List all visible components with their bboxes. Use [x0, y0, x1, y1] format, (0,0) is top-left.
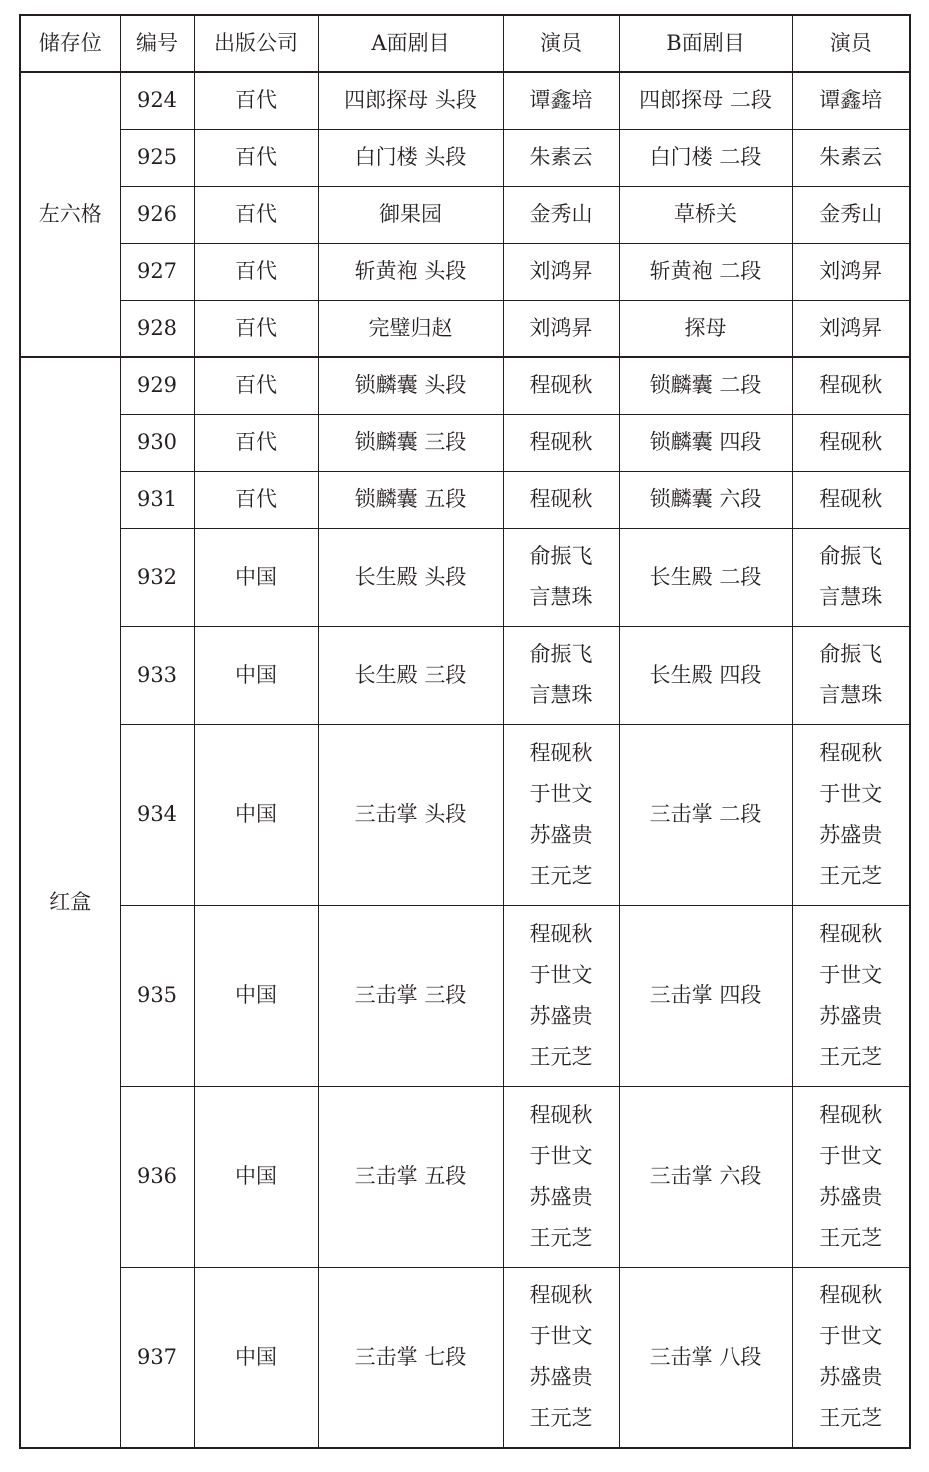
company-cell: 百代	[194, 129, 318, 186]
b-side-actors-cell	[792, 626, 910, 724]
actor-name: 俞振飞	[529, 544, 593, 568]
actor-name: 程砚秋	[529, 373, 593, 398]
header-row	[20, 15, 910, 72]
actor-name: 于世文	[529, 1324, 593, 1349]
actor-name: 王元芝	[819, 1406, 883, 1431]
record-number-cell: 929	[120, 357, 194, 414]
b-side-actors-cell	[792, 414, 910, 471]
actor-name: 谭鑫培	[529, 88, 593, 113]
company-cell: 百代	[194, 357, 318, 414]
b-side-actors-cell	[792, 300, 910, 357]
actor-name: 刘鸿昇	[529, 315, 593, 340]
a-side-title-cell: 三击掌 五段	[318, 1086, 503, 1267]
a-side-actors-cell	[503, 471, 619, 528]
b-side-title-cell: 三击掌 六段	[619, 1086, 792, 1267]
actor-name: 金秀山	[819, 202, 883, 226]
actor-name: 刘鸿昇	[819, 259, 883, 283]
a-side-title-cell: 长生殿 头段	[318, 528, 503, 626]
b-side-actors-cell	[792, 129, 910, 186]
a-side-title-cell: 长生殿 三段	[318, 626, 503, 724]
b-side-actors-cell	[792, 72, 910, 129]
company-cell: 百代	[194, 243, 318, 300]
b-side-title-cell: 探母	[619, 300, 792, 357]
actor-name: 苏盛贵	[819, 1184, 883, 1209]
actor-name: 王元芝	[529, 1406, 593, 1431]
actor-name: 言慧珠	[819, 683, 883, 707]
actor-name: 朱素云	[819, 145, 883, 169]
a-side-actors-cell	[503, 414, 619, 471]
actor-name: 苏盛贵	[529, 822, 593, 847]
a-side-title-cell: 锁麟囊 头段	[318, 357, 503, 414]
b-side-title-cell: 三击掌 八段	[619, 1267, 792, 1448]
records-body	[20, 72, 910, 1448]
company-cell: 中国	[194, 1267, 318, 1448]
actor-name: 王元芝	[819, 1044, 883, 1069]
header-b-title: B面剧目	[619, 15, 792, 72]
actor-name: 程砚秋	[529, 740, 593, 765]
a-side-title-cell: 锁麟囊 五段	[318, 471, 503, 528]
actor-name: 俞振飞	[819, 544, 883, 568]
actor-name: 苏盛贵	[819, 1003, 883, 1028]
a-side-actors-cell	[503, 243, 619, 300]
actor-name: 金秀山	[529, 202, 593, 226]
b-side-title-cell: 斩黄袍 二段	[619, 243, 792, 300]
header-a-title: A面剧目	[318, 15, 503, 72]
record-number-cell: 927	[120, 243, 194, 300]
table-row	[20, 129, 910, 186]
a-side-title-cell: 三击掌 七段	[318, 1267, 503, 1448]
actor-name: 王元芝	[819, 863, 883, 888]
actor-name: 于世文	[819, 1324, 883, 1349]
table-row	[20, 471, 910, 528]
actor-name: 程砚秋	[819, 1102, 883, 1127]
actor-name: 于世文	[529, 1143, 593, 1168]
b-side-actors-cell	[792, 357, 910, 414]
company-cell: 中国	[194, 905, 318, 1086]
actor-name: 于世文	[819, 781, 883, 806]
company-cell: 百代	[194, 414, 318, 471]
b-side-title-cell: 锁麟囊 四段	[619, 414, 792, 471]
actor-name: 程砚秋	[529, 430, 593, 454]
b-side-actors-cell	[792, 905, 910, 1086]
a-side-actors-cell	[503, 905, 619, 1086]
table-row	[20, 528, 910, 626]
b-side-actors-cell	[792, 1267, 910, 1448]
actor-name: 俞振飞	[529, 642, 593, 666]
a-side-title-cell: 完璧归赵	[318, 300, 503, 357]
actor-name: 俞振飞	[819, 642, 883, 666]
actor-name: 于世文	[529, 962, 593, 987]
b-side-actors-cell	[792, 528, 910, 626]
a-side-title-cell: 锁麟囊 三段	[318, 414, 503, 471]
actor-name: 程砚秋	[819, 740, 883, 765]
b-side-title-cell: 长生殿 二段	[619, 528, 792, 626]
a-side-actors-cell	[503, 626, 619, 724]
actor-name: 程砚秋	[819, 487, 883, 511]
a-side-actors-cell	[503, 357, 619, 414]
actor-name: 谭鑫培	[819, 88, 883, 113]
b-side-title-cell: 锁麟囊 二段	[619, 357, 792, 414]
b-side-title-cell: 四郎探母 二段	[619, 72, 792, 129]
a-side-title-cell: 三击掌 头段	[318, 724, 503, 905]
records-table	[19, 14, 911, 1449]
actor-name: 于世文	[529, 781, 593, 806]
record-number-cell: 934	[120, 724, 194, 905]
a-side-actors-cell	[503, 1267, 619, 1448]
table-row	[20, 414, 910, 471]
a-side-title-cell: 斩黄袍 头段	[318, 243, 503, 300]
company-cell: 中国	[194, 724, 318, 905]
actor-name: 刘鸿昇	[529, 259, 593, 283]
a-side-actors-cell	[503, 300, 619, 357]
actor-name: 王元芝	[529, 863, 593, 888]
a-side-title-cell: 御果园	[318, 186, 503, 243]
actor-name: 程砚秋	[529, 1102, 593, 1127]
storage-location-cell: 左六格	[20, 72, 120, 357]
a-side-actors-cell	[503, 129, 619, 186]
actor-name: 程砚秋	[529, 921, 593, 946]
record-number-cell: 925	[120, 129, 194, 186]
actor-name: 言慧珠	[529, 585, 593, 609]
table-row	[20, 72, 910, 129]
actor-name: 苏盛贵	[529, 1184, 593, 1209]
a-side-title-cell: 白门楼 头段	[318, 129, 503, 186]
actor-name: 程砚秋	[819, 430, 883, 454]
actor-name: 于世文	[819, 1143, 883, 1168]
header-number: 编号	[120, 15, 194, 72]
actor-name: 程砚秋	[819, 373, 883, 398]
b-side-actors-cell	[792, 1086, 910, 1267]
header-a-actors: 演员	[503, 15, 619, 72]
b-side-title-cell: 长生殿 四段	[619, 626, 792, 724]
actor-name: 王元芝	[529, 1225, 593, 1250]
b-side-title-cell: 草桥关	[619, 186, 792, 243]
table-row	[20, 626, 910, 724]
company-cell: 百代	[194, 72, 318, 129]
b-side-actors-cell	[792, 471, 910, 528]
b-side-title-cell: 锁麟囊 六段	[619, 471, 792, 528]
header-b-actors: 演员	[792, 15, 910, 72]
a-side-actors-cell	[503, 72, 619, 129]
record-number-cell: 937	[120, 1267, 194, 1448]
company-cell: 百代	[194, 300, 318, 357]
table-row	[20, 357, 910, 414]
record-number-cell: 935	[120, 905, 194, 1086]
actor-name: 朱素云	[529, 145, 593, 169]
actor-name: 于世文	[819, 962, 883, 987]
actor-name: 苏盛贵	[819, 822, 883, 847]
b-side-title-cell: 三击掌 四段	[619, 905, 792, 1086]
b-side-actors-cell	[792, 186, 910, 243]
record-number-cell: 936	[120, 1086, 194, 1267]
actor-name: 言慧珠	[529, 683, 593, 707]
company-cell: 百代	[194, 471, 318, 528]
company-cell: 中国	[194, 528, 318, 626]
table-row	[20, 724, 910, 905]
b-side-actors-cell	[792, 243, 910, 300]
actor-name: 言慧珠	[819, 585, 883, 609]
record-number-cell: 933	[120, 626, 194, 724]
table-row	[20, 243, 910, 300]
company-cell: 百代	[194, 186, 318, 243]
table-row	[20, 905, 910, 1086]
actor-name: 刘鸿昇	[819, 315, 883, 340]
actor-name: 王元芝	[529, 1044, 593, 1069]
record-number-cell: 928	[120, 300, 194, 357]
b-side-actors-cell	[792, 724, 910, 905]
record-number-cell: 932	[120, 528, 194, 626]
b-side-title-cell: 三击掌 二段	[619, 724, 792, 905]
a-side-title-cell: 四郎探母 头段	[318, 72, 503, 129]
table-row	[20, 300, 910, 357]
a-side-actors-cell	[503, 1086, 619, 1267]
actor-name: 王元芝	[819, 1225, 883, 1250]
company-cell: 中国	[194, 626, 318, 724]
header-location: 储存位	[20, 15, 120, 72]
storage-location-cell: 红盒	[20, 357, 120, 1448]
actor-name: 苏盛贵	[819, 1365, 883, 1390]
record-number-cell: 924	[120, 72, 194, 129]
record-number-cell: 931	[120, 471, 194, 528]
table-row	[20, 1086, 910, 1267]
record-number-cell: 926	[120, 186, 194, 243]
a-side-actors-cell	[503, 186, 619, 243]
a-side-actors-cell	[503, 724, 619, 905]
actor-name: 苏盛贵	[529, 1003, 593, 1028]
record-number-cell: 930	[120, 414, 194, 471]
actor-name: 程砚秋	[529, 1283, 593, 1308]
table-row	[20, 1267, 910, 1448]
table-row	[20, 186, 910, 243]
b-side-title-cell: 白门楼 二段	[619, 129, 792, 186]
actor-name: 程砚秋	[529, 487, 593, 511]
header-company: 出版公司	[194, 15, 318, 72]
a-side-actors-cell	[503, 528, 619, 626]
a-side-title-cell: 三击掌 三段	[318, 905, 503, 1086]
company-cell: 中国	[194, 1086, 318, 1267]
actor-name: 苏盛贵	[529, 1365, 593, 1390]
actor-name: 程砚秋	[819, 921, 883, 946]
actor-name: 程砚秋	[819, 1283, 883, 1308]
